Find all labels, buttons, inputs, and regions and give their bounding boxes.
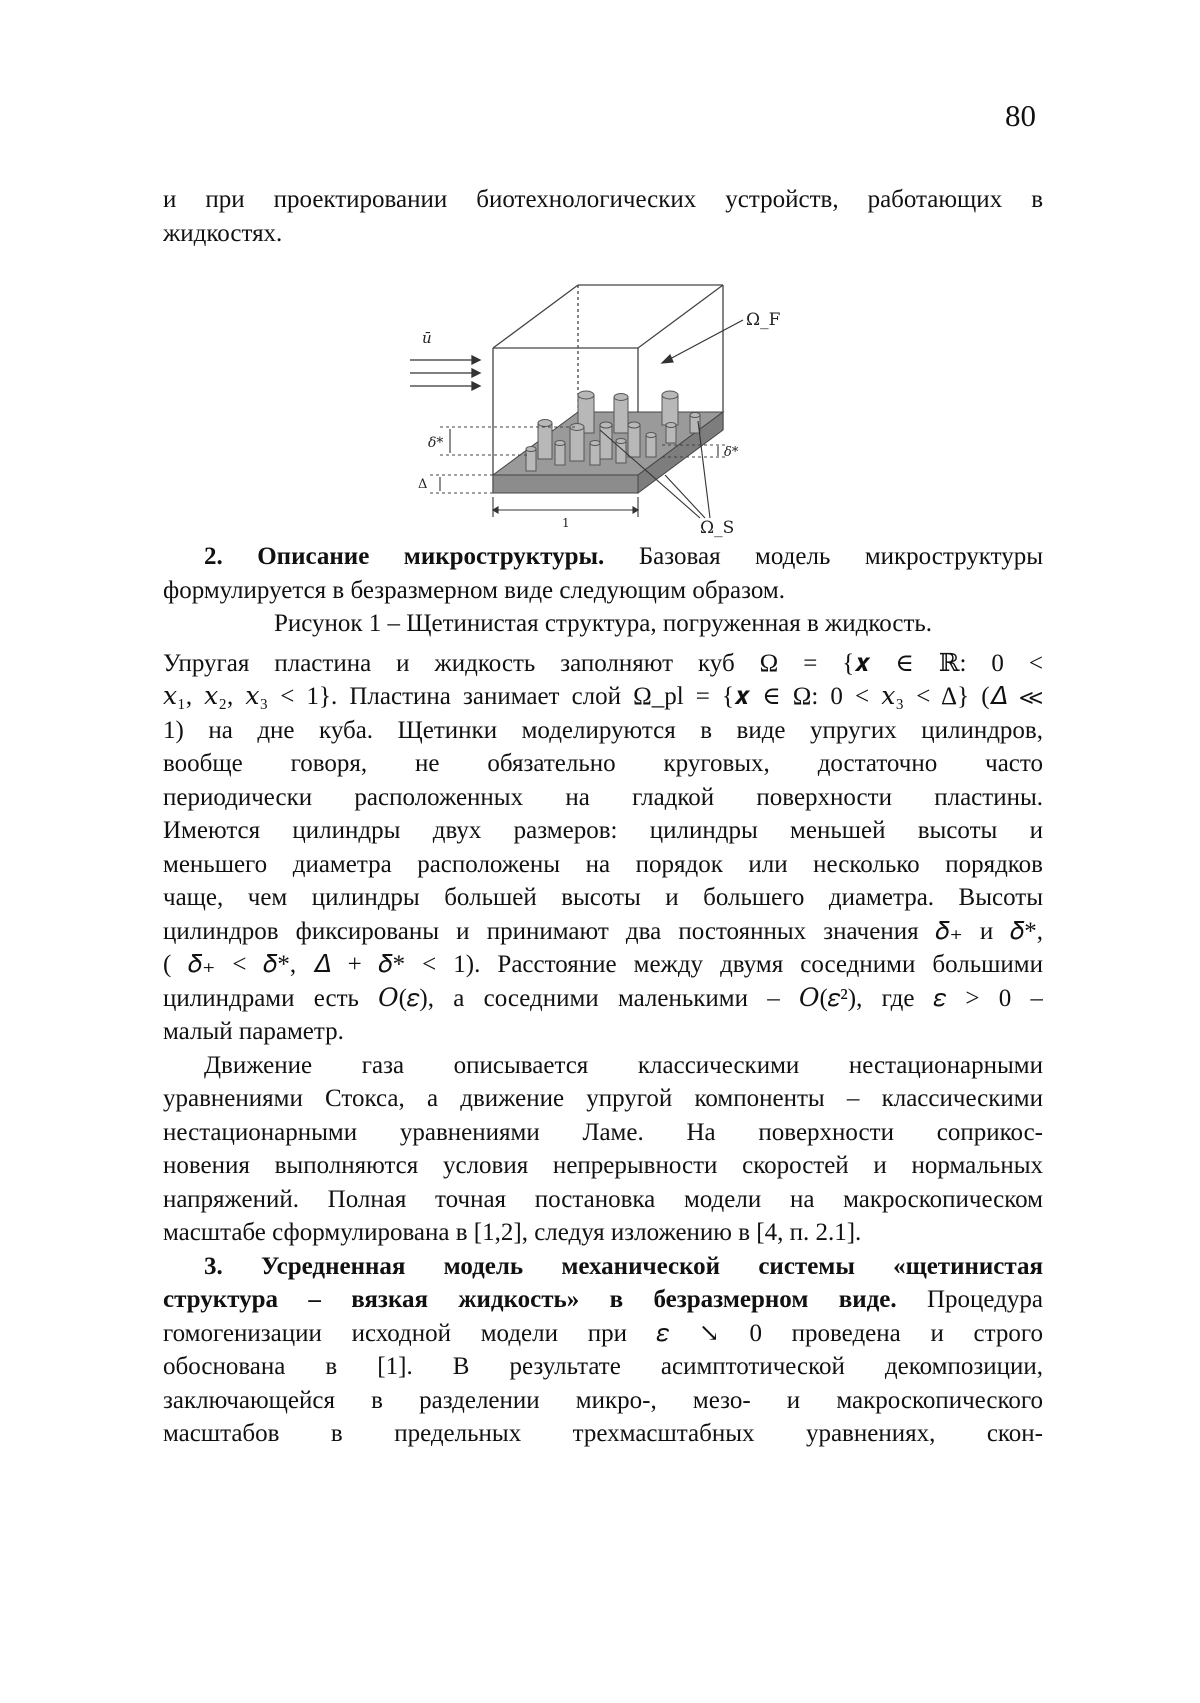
- figure-drawing: [400, 275, 820, 550]
- delta-sub-star-label: δ*: [724, 445, 739, 460]
- text-line: гомогенизации исходной модели при 𝜀 ↘ 0 проведена и строго: [163, 1317, 1043, 1351]
- text-line: нестационарными уравнениями Ламе. На поверхности соприкос-: [163, 1116, 1043, 1150]
- text-line: цилиндрами есть 𝑂(𝜀), а соседними маленькими – 𝑂(𝜀²), где 𝜀 > 0 –: [163, 982, 1043, 1016]
- section-3-heading-cont: структура – вязкая жидкость» в безразмерном виде.: [163, 1286, 897, 1313]
- text-line: Движение газа описывается классическими нестационарными: [163, 1049, 1043, 1083]
- Delta-label: Δ: [418, 477, 427, 492]
- omega-f-label: Ω_F: [746, 310, 781, 330]
- text-line: жидкостях.: [163, 217, 1043, 251]
- text-line: Имеются цилиндры двух размеров: цилиндры меньшей высоты и: [163, 814, 1043, 848]
- unit-length-dimension: [493, 497, 638, 517]
- velocity-label: ū: [422, 329, 432, 347]
- text-line: и при проектировании биотехнологических устройств, работающих в: [163, 183, 1043, 217]
- flow-arrows: [410, 356, 480, 390]
- unit-length-label: 1: [562, 516, 570, 530]
- section-2-heading: 2. Описание микроструктуры.: [204, 543, 604, 570]
- text-line: цилиндров фиксированы и принимают два постоянных значения 𝛿₊ и 𝛿*,: [163, 915, 1043, 949]
- text-line: 1) на дне куба. Щетинки моделируются в виде упругих цилиндров,: [163, 714, 1043, 748]
- section-3-line2-rest: Процедура: [927, 1286, 1043, 1313]
- text-line: 𝑥₁, 𝑥₂, 𝑥₃ < 1}. Пластина занимает слой Ω_pl = {𝒙 ∈ Ω: 0 < 𝑥₃ < Δ} (𝛥 ≪: [163, 680, 1043, 714]
- text-line: Упругая пластина и жидкость заполняют куб Ω = {𝒙 ∈ ℝ: 0 <: [163, 647, 1043, 681]
- text-line: уравнениями Стокса, а движение упругой компоненты – классическими: [163, 1082, 1043, 1116]
- omega-f-arrow: [662, 320, 743, 363]
- text-line: заключающейся в разделении микро-, мезо- и макроскопического: [163, 1384, 1043, 1418]
- section-2: [163, 540, 1043, 1451]
- text-line: обоснована в [1]. В результате асимптотической декомпозиции,: [163, 1350, 1043, 1384]
- section-3-heading-line2: [163, 1283, 1043, 1317]
- text-line: напряжений. Полная точная постановка модели на макроскопическом: [163, 1183, 1043, 1217]
- section-3-heading: 3. Усредненная модель механической системы «щетинистая: [204, 1253, 1043, 1280]
- text-line: меньшего диаметра расположены на порядок или несколько порядков: [163, 848, 1043, 882]
- section-2-line1-rest: Базовая модель микроструктуры: [639, 543, 1043, 570]
- section-3-heading-line1: [163, 1250, 1043, 1284]
- text-line: масштабов в предельных трехмасштабных уравнениях, скон-: [163, 1417, 1043, 1451]
- text-line: масштабе сформулирована в [1,2], следуя изложению в [4, п. 2.1].: [163, 1216, 1043, 1250]
- text-line: ( 𝛿₊ < 𝛿*, 𝛥 + 𝛿* < 1). Расстояние между двумя соседними большими: [163, 948, 1043, 982]
- text-line: формулируется в безразмерном виде следующим образом.: [163, 574, 1043, 608]
- figure-caption: Рисунок 1 – Щетинистая структура, погруженная в жидкость.: [163, 607, 1043, 641]
- text-line: периодически расположенных на гладкой поверхности пластины.: [163, 781, 1043, 815]
- omega-s-label: Ω_S: [700, 518, 734, 538]
- delta-star-label: δ*: [428, 435, 443, 451]
- text-line: вообще говоря, не обязательно круговых, достаточно часто: [163, 747, 1043, 781]
- text-line: новения выполняются условия непрерывности скоростей и нормальных: [163, 1149, 1043, 1183]
- text-line: малый параметр.: [163, 1015, 1043, 1049]
- text-line: чаще, чем цилиндры большей высоты и большего диаметра. Высоты: [163, 881, 1043, 915]
- intro-paragraph: [163, 183, 1043, 250]
- figure-bristle-structure: [400, 275, 820, 550]
- section-2-first-line: [163, 540, 1043, 574]
- page-number: 80: [1005, 100, 1036, 131]
